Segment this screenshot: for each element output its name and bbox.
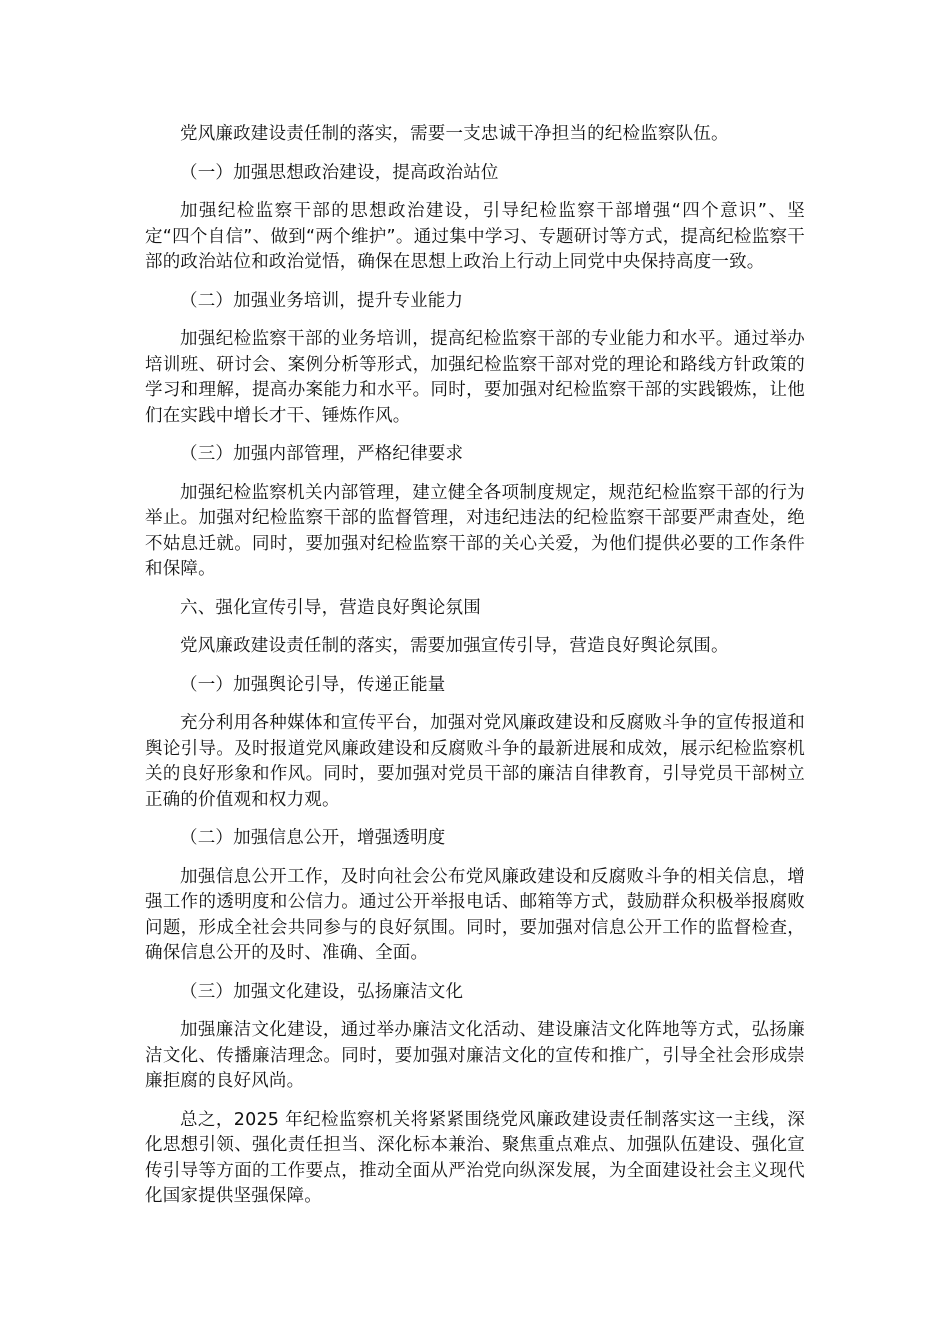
document-page — [145, 122, 805, 1210]
paragraph-political-building: 加强纪检监察干部的思想政治建设，引导纪检监察干部增强“四个意识”、坚定“四个自信”、做到“两个维护”。通过集中学习、专题研讨等方式，提高纪检监察干部的政治站位和政治觉悟，确保在思想上政治上行动上同党中央保持高度一致。 — [145, 201, 805, 272]
paragraph-section-six-intro: 党风廉政建设责任制的落实，需要加强宣传引导，营造良好舆论氛围。 — [180, 636, 729, 656]
heading-business-training: （二）加强业务培训，提升专业能力 — [180, 290, 464, 311]
paragraph-culture-building: 加强廉洁文化建设，通过举办廉洁文化活动、建设廉洁文化阵地等方式，弘扬廉洁文化、传播廉洁理念。同时，要加强对廉洁文化的宣传和推广，引导全社会形成崇廉拒腐的良好风尚。 — [145, 1020, 805, 1091]
heading-information-disclosure: （二）加强信息公开，增强透明度 — [180, 828, 446, 848]
heading-internal-management: （三）加强内部管理，严格纪律要求 — [180, 444, 464, 464]
paragraph-team-intro: 党风廉政建设责任制的落实，需要一支忠诚干净担当的纪检监察队伍。 — [180, 124, 729, 144]
paragraph-conclusion: 总之，2025 年纪检监察机关将紧紧围绕党风廉政建设责任制落实这一主线，深化思想引领、强化责任担当、深化标本兼治、聚焦重点难点、加强队伍建设、强化宣传引导等方面的工作要点，推动全面从严治党向纵深发展，为全面建设社会主义现代化国家提供坚强保障。 — [145, 1109, 805, 1206]
heading-political-building: （一）加强思想政治建设，提高政治站位 — [180, 162, 499, 183]
paragraph-public-opinion: 充分利用各种媒体和宣传平台，加强对党风廉政建设和反腐败斗争的宣传报道和舆论引导。及时报道党风廉政建设和反腐败斗争的最新进展和成效，展示纪检监察机关的良好形象和作风。同时，要加强对党员干部的廉洁自律教育，引导党员干部树立正确的价值观和权力观。 — [145, 713, 805, 810]
heading-culture-building: （三）加强文化建设，弘扬廉洁文化 — [180, 981, 464, 1002]
paragraph-business-training: 加强纪检监察干部的业务培训，提高纪检监察干部的专业能力和水平。通过举办培训班、研讨会、案例分析等形式，加强纪检监察干部对党的理论和路线方针政策的学习和理解，提高办案能力和水平。同时，要加强对纪检监察干部的实践锻炼，让他们在实践中增长才干、锤炼作风。 — [145, 329, 805, 426]
paragraph-information-disclosure: 加强信息公开工作，及时向社会公布党风廉政建设和反腐败斗争的相关信息，增强工作的透明度和公信力。通过公开举报电话、邮箱等方式，鼓励群众积极举报腐败问题，形成全社会共同参与的良好氛围。同时，要加强对信息公开工作的监督检查，确保信息公开的及时、准确、全面。 — [145, 866, 805, 963]
heading-public-opinion: （一）加强舆论引导，传递正能量 — [180, 674, 446, 695]
paragraph-internal-management: 加强纪检监察机关内部管理，建立健全各项制度规定，规范纪检监察干部的行为举止。加强对纪检监察干部的监督管理，对违纪违法的纪检监察干部要严肃查处，绝不姑息迁就。同时，要加强对纪检监察干部的关心关爱，为他们提供必要的工作条件和保障。 — [145, 482, 805, 579]
section-heading-six: 六、强化宣传引导，营造良好舆论氛围 — [180, 597, 481, 618]
